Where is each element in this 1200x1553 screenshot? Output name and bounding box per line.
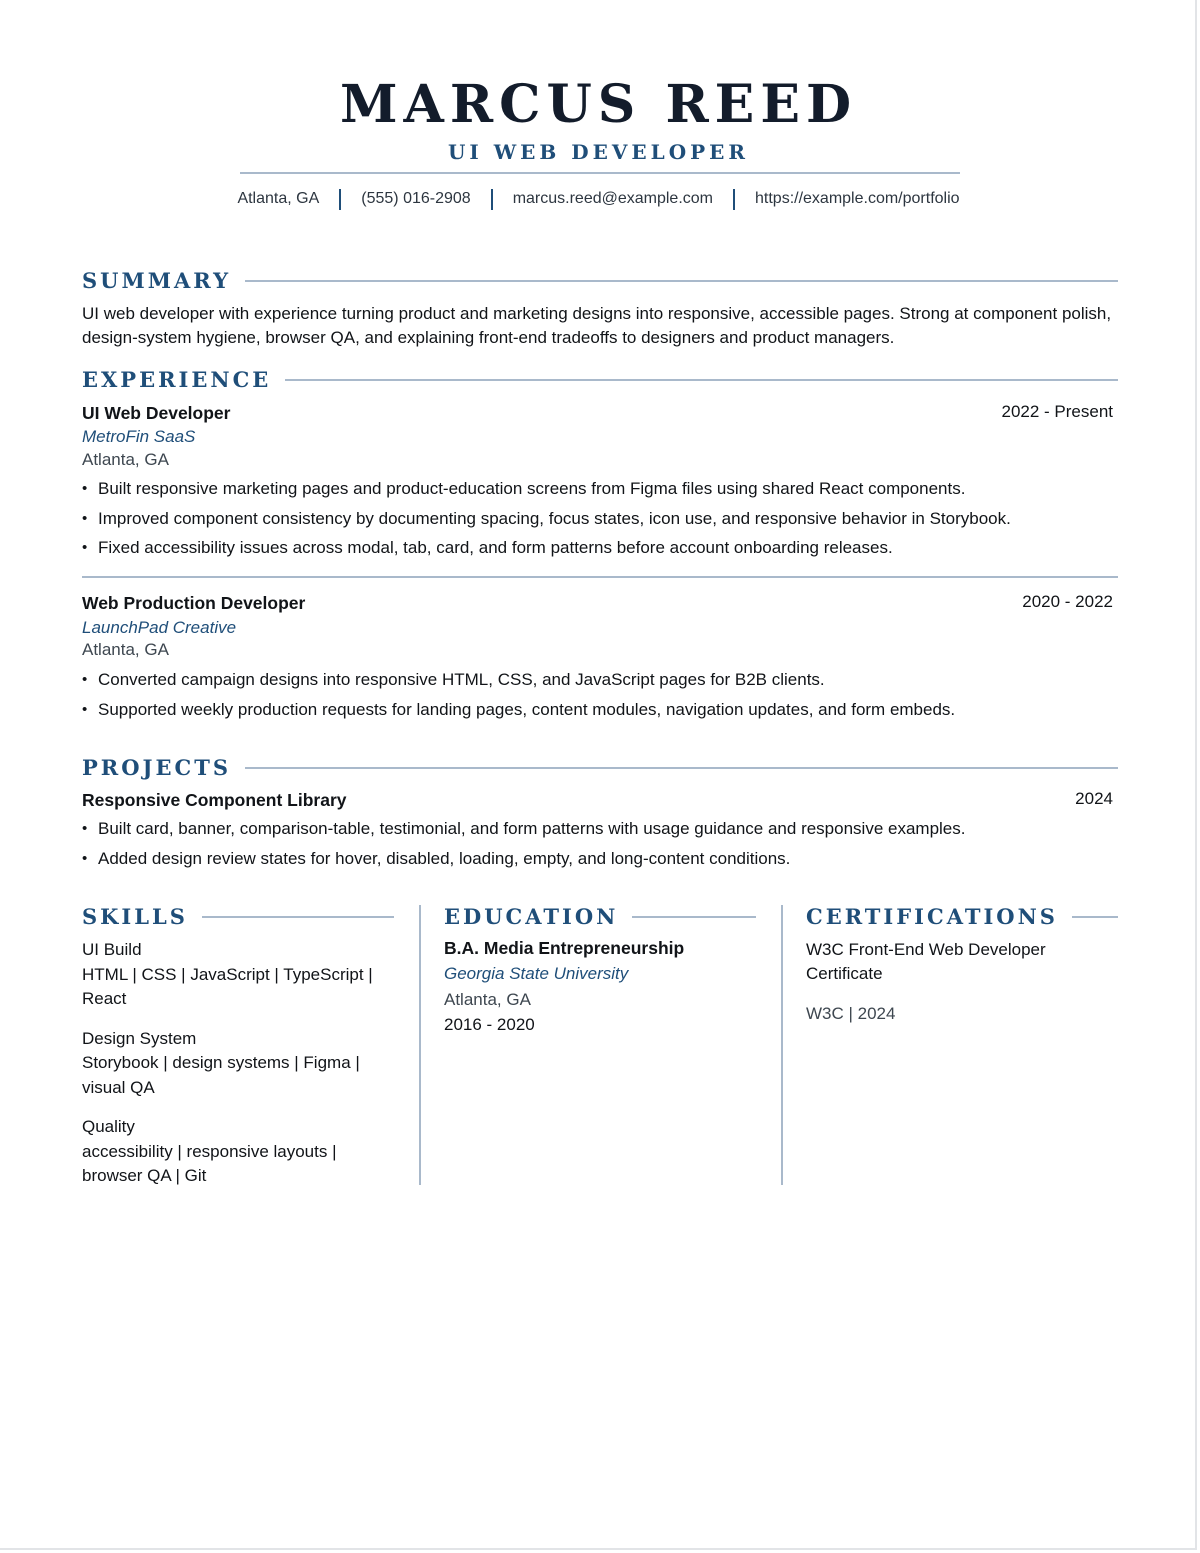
skill-group-name: UI Build [82, 940, 142, 959]
contact-bar [0, 186, 1197, 212]
job-divider [82, 576, 1118, 578]
skill-group-name: Quality [82, 1117, 135, 1136]
section-rule [1072, 916, 1118, 918]
certification-name-line: W3C Front-End Web Developer [806, 940, 1046, 959]
candidate-name: MARCUS REED [339, 74, 858, 135]
section-rule [632, 916, 756, 918]
contact-location: Atlanta, GA [237, 190, 320, 207]
certifications-heading [806, 904, 1118, 930]
section-rule [202, 916, 394, 918]
experience-heading-label: EXPERIENCE [82, 367, 272, 392]
skill-group-items: accessibility | responsive layouts | [82, 1141, 337, 1161]
projects-heading-label: PROJECTS [82, 755, 231, 780]
job-bullets [82, 665, 1118, 724]
skill-group-items: React [82, 989, 127, 1008]
list-item: • Supported weekly production requests for landing pages, content modules, navigation updates, and form embeds. [82, 695, 1118, 725]
education-school: Georgia State University [444, 964, 629, 983]
list-item: • Built responsive marketing pages and product-education screens from Figma files using shared React components. [82, 474, 1118, 504]
section-rule [285, 379, 1118, 381]
contact-separator [733, 189, 735, 210]
column-divider [781, 905, 783, 1185]
project-bullets [82, 814, 1118, 873]
job-location: Atlanta, GA [82, 450, 169, 469]
summary-text: UI web developer with experience turning product and marketing designs into responsive, accessible pages. Strong at component polish, design-system hygiene, browser QA, and explaining front-end tradeoffs to designers and product managers. [82, 304, 1112, 347]
contact-separator [339, 189, 341, 210]
job-title: UI Web Developer [82, 403, 231, 423]
column-divider [419, 905, 421, 1185]
skill-group [82, 1115, 394, 1189]
skill-group [82, 938, 394, 1012]
certification-name [806, 938, 1118, 986]
project-year: 2024 [1075, 789, 1113, 808]
section-rule [245, 280, 1118, 282]
certification-meta: W3C | 2024 [806, 1004, 896, 1023]
education-column [444, 904, 756, 1037]
job-company: LaunchPad Creative [82, 618, 237, 637]
experience-heading [82, 366, 1118, 394]
skill-group-items: browser QA | Git [82, 1166, 207, 1185]
contact-website[interactable]: https://example.com/portfolio [755, 190, 960, 207]
skills-column [82, 904, 394, 1189]
skill-group [82, 1027, 394, 1101]
education-dates: 2016 - 2020 [444, 1015, 535, 1034]
job-company: MetroFin SaaS [82, 427, 196, 446]
education-heading [444, 904, 756, 930]
education-location: Atlanta, GA [444, 990, 531, 1009]
job-title: Web Production Developer [82, 593, 306, 613]
skills-heading-label: SKILLS [82, 904, 188, 929]
education-degree: B.A. Media Entrepreneurship [444, 938, 685, 958]
certification-name-line: Certificate [806, 964, 883, 983]
skill-group-items: Storybook | design systems | Figma | [82, 1053, 360, 1072]
skill-group-items: visual QA [82, 1077, 155, 1097]
list-item: • Converted campaign designs into responsive HTML, CSS, and JavaScript pages for B2B clients. [82, 665, 1118, 695]
skills-heading [82, 904, 394, 930]
project-title: Responsive Component Library [82, 790, 347, 810]
contact-phone[interactable]: (555) 016-2908 [361, 190, 471, 207]
contact-email[interactable]: marcus.reed@example.com [512, 190, 713, 207]
skill-group-name: Design System [82, 1028, 197, 1048]
header-divider [240, 172, 960, 174]
projects-heading [82, 754, 1118, 782]
job-bullets [82, 474, 1118, 563]
list-item: • Improved component consistency by documenting spacing, focus states, icon use, and responsive behavior in Storybook. [82, 504, 1118, 534]
summary-heading [82, 267, 1118, 295]
list-item: • Fixed accessibility issues across modal, tab, card, and form patterns before account onboarding releases. [82, 533, 1118, 563]
skill-group-items: HTML | CSS | JavaScript | TypeScript | [82, 964, 373, 984]
job-dates: 2022 - Present [1001, 402, 1113, 421]
certifications-column [806, 904, 1118, 1026]
summary-heading-label: SUMMARY [82, 268, 232, 293]
contact-separator [491, 189, 493, 210]
job-location: Atlanta, GA [82, 640, 169, 659]
list-item: • Added design review states for hover, disabled, loading, empty, and long-content conditions. [82, 844, 1118, 874]
candidate-title: UI WEB DEVELOPER [447, 140, 750, 164]
section-rule [245, 767, 1118, 769]
list-item: • Built card, banner, comparison-table, testimonial, and form patterns with usage guidance and responsive examples. [82, 814, 1118, 844]
certifications-heading-label: CERTIFICATIONS [806, 904, 1058, 929]
education-heading-label: EDUCATION [444, 904, 619, 929]
job-dates: 2020 - 2022 [1022, 592, 1113, 611]
